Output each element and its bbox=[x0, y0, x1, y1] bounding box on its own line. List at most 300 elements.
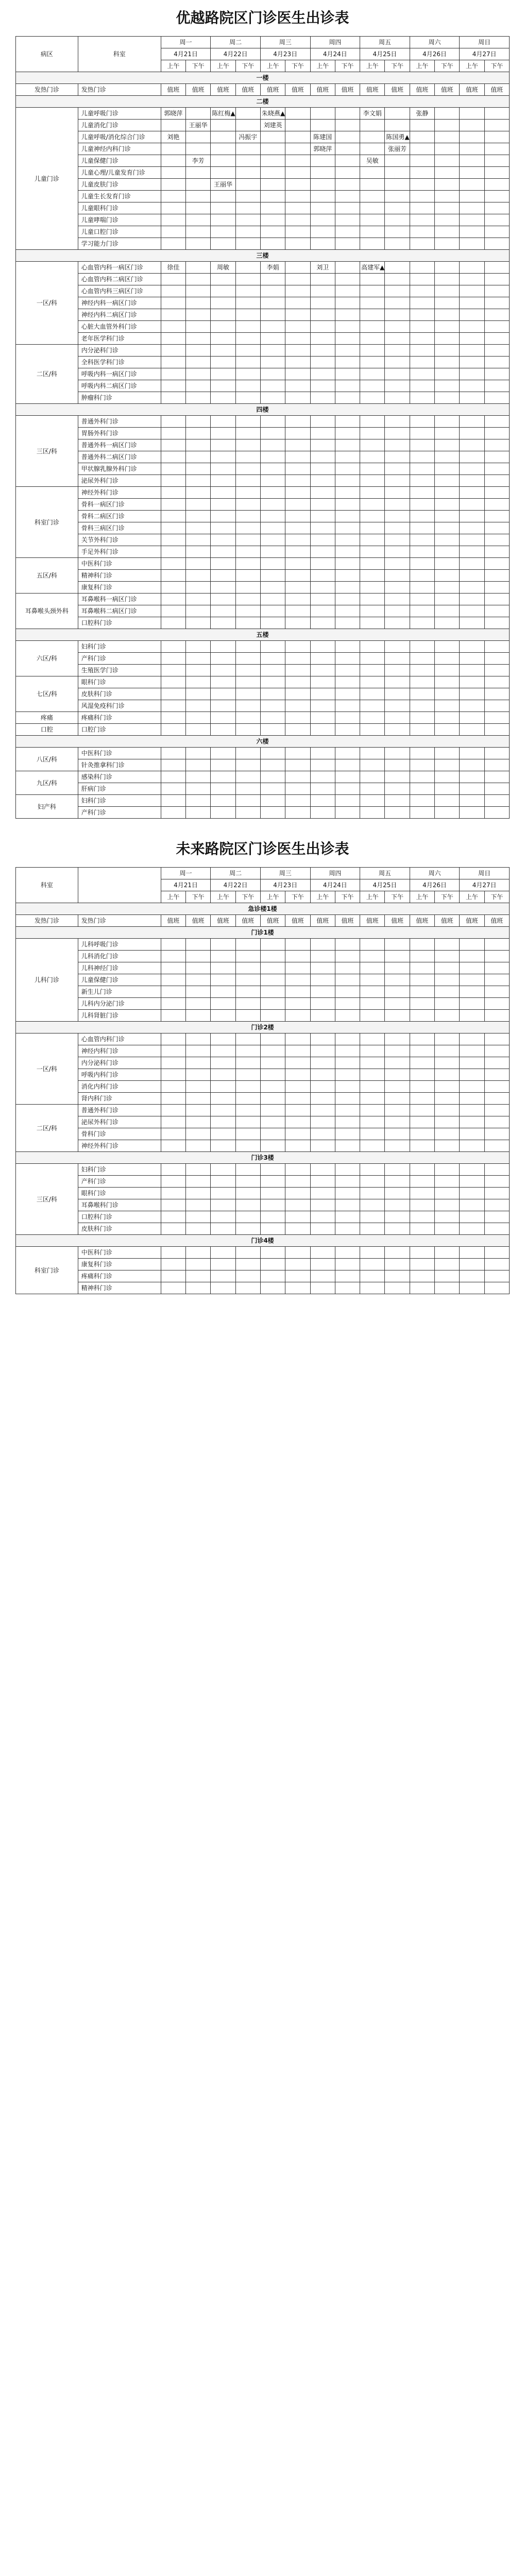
doctor-cell bbox=[260, 594, 285, 605]
doctor-cell bbox=[186, 1033, 211, 1045]
table-row bbox=[16, 108, 510, 120]
doctor-cell bbox=[161, 653, 185, 665]
doctor-cell bbox=[310, 463, 335, 475]
doctor-cell bbox=[385, 167, 410, 179]
doctor-cell bbox=[211, 807, 235, 819]
doctor-cell bbox=[385, 724, 410, 736]
doctor-cell bbox=[360, 1116, 385, 1128]
doctor-cell bbox=[260, 1282, 285, 1294]
doctor-cell bbox=[235, 986, 260, 998]
dept-cell: 三区/科 bbox=[16, 416, 78, 487]
doctor-cell bbox=[360, 1033, 385, 1045]
doctor-cell bbox=[186, 617, 211, 629]
doctor-cell bbox=[435, 807, 460, 819]
doctor-cell bbox=[335, 712, 360, 724]
doctor-cell bbox=[161, 1259, 185, 1270]
doctor-cell bbox=[435, 1164, 460, 1176]
doctor-cell bbox=[484, 499, 509, 511]
doctor-cell bbox=[186, 962, 211, 974]
doctor-cell bbox=[235, 238, 260, 250]
doctor-cell bbox=[310, 1211, 335, 1223]
doctor-cell bbox=[460, 262, 484, 274]
doctor-cell bbox=[186, 416, 211, 428]
doctor-cell bbox=[235, 688, 260, 700]
doctor-cell bbox=[285, 416, 310, 428]
doctor-cell bbox=[285, 226, 310, 238]
doctor-cell bbox=[484, 392, 509, 404]
doctor-cell bbox=[410, 1282, 434, 1294]
doctor-cell bbox=[186, 688, 211, 700]
doctor-cell bbox=[360, 939, 385, 951]
table-row bbox=[16, 1199, 510, 1211]
doctor-cell bbox=[385, 416, 410, 428]
doctor-cell bbox=[385, 155, 410, 167]
doctor-cell bbox=[484, 771, 509, 783]
doctor-cell bbox=[360, 191, 385, 202]
doctor-cell bbox=[161, 309, 185, 321]
doctor-cell bbox=[211, 605, 235, 617]
doctor-cell bbox=[435, 214, 460, 226]
doctor-cell bbox=[186, 783, 211, 795]
doctor-cell bbox=[211, 274, 235, 285]
doctor-cell bbox=[460, 1270, 484, 1282]
doctor-cell bbox=[235, 783, 260, 795]
doctor-cell bbox=[484, 1164, 509, 1176]
doctor-cell bbox=[260, 155, 285, 167]
doctor-cell bbox=[360, 1247, 385, 1259]
doctor-cell bbox=[385, 238, 410, 250]
doctor-cell bbox=[460, 570, 484, 582]
doctor-cell bbox=[460, 1211, 484, 1223]
doctor-cell bbox=[310, 333, 335, 345]
doctor-cell bbox=[484, 297, 509, 309]
doctor-cell bbox=[335, 1270, 360, 1282]
doctor-cell bbox=[484, 1176, 509, 1188]
clinic-cell: 妇科门诊 bbox=[78, 1164, 161, 1176]
clinic-cell: 发热门诊 bbox=[78, 84, 161, 96]
doctor-cell bbox=[211, 676, 235, 688]
doctor-cell bbox=[360, 594, 385, 605]
doctor-cell bbox=[460, 238, 484, 250]
doctor-cell bbox=[235, 712, 260, 724]
doctor-cell bbox=[211, 665, 235, 676]
doctor-cell bbox=[360, 309, 385, 321]
doctor-cell bbox=[235, 262, 260, 274]
doctor-cell bbox=[360, 665, 385, 676]
doctor-cell bbox=[310, 534, 335, 546]
doctor-cell bbox=[435, 499, 460, 511]
doctor-cell bbox=[460, 345, 484, 357]
doctor-cell bbox=[260, 1259, 285, 1270]
doctor-cell bbox=[260, 795, 285, 807]
doctor-cell bbox=[460, 546, 484, 558]
section-label: 四楼 bbox=[16, 404, 510, 416]
doctor-cell bbox=[484, 617, 509, 629]
doctor-cell bbox=[435, 451, 460, 463]
doctor-cell: 陈建国 bbox=[310, 131, 335, 143]
table-row bbox=[16, 700, 510, 712]
doctor-cell bbox=[360, 238, 385, 250]
doctor-cell bbox=[235, 179, 260, 191]
clinic-cell: 儿童呼吸门诊 bbox=[78, 108, 161, 120]
table-row bbox=[16, 167, 510, 179]
doctor-cell bbox=[484, 511, 509, 522]
doctor-cell bbox=[484, 974, 509, 986]
clinic-cell: 骨科三病区门诊 bbox=[78, 522, 161, 534]
doctor-cell bbox=[360, 1259, 385, 1270]
header-slot: 上午 bbox=[410, 891, 434, 903]
doctor-cell bbox=[410, 475, 434, 487]
doctor-cell bbox=[260, 617, 285, 629]
doctor-cell bbox=[484, 120, 509, 131]
clinic-cell: 耳鼻喉科一病区门诊 bbox=[78, 594, 161, 605]
doctor-cell bbox=[410, 191, 434, 202]
clinic-cell: 新生儿门诊 bbox=[78, 986, 161, 998]
doctor-cell bbox=[235, 487, 260, 499]
doctor-cell bbox=[285, 155, 310, 167]
doctor-cell bbox=[310, 167, 335, 179]
doctor-cell bbox=[211, 416, 235, 428]
doctor-cell bbox=[335, 748, 360, 759]
doctor-cell: 值班 bbox=[211, 84, 235, 96]
doctor-cell bbox=[310, 1270, 335, 1282]
doctor-cell bbox=[335, 380, 360, 392]
doctor-cell bbox=[211, 1199, 235, 1211]
doctor-cell bbox=[186, 974, 211, 986]
doctor-cell bbox=[285, 202, 310, 214]
doctor-cell bbox=[360, 605, 385, 617]
table-row bbox=[16, 534, 510, 546]
header-slot: 下午 bbox=[435, 60, 460, 72]
doctor-cell bbox=[360, 1270, 385, 1282]
doctor-cell bbox=[335, 333, 360, 345]
doctor-cell bbox=[285, 108, 310, 120]
section-row bbox=[16, 629, 510, 641]
doctor-cell bbox=[435, 357, 460, 368]
doctor-cell bbox=[410, 1176, 434, 1188]
doctor-cell bbox=[360, 546, 385, 558]
doctor-cell bbox=[484, 1211, 509, 1223]
doctor-cell bbox=[484, 1116, 509, 1128]
clinic-cell: 口腔门诊 bbox=[78, 724, 161, 736]
doctor-cell bbox=[435, 1188, 460, 1199]
doctor-cell bbox=[186, 1188, 211, 1199]
doctor-cell bbox=[360, 783, 385, 795]
doctor-cell bbox=[335, 1128, 360, 1140]
doctor-cell bbox=[260, 226, 285, 238]
doctor-cell bbox=[285, 1045, 310, 1057]
doctor-cell bbox=[211, 1128, 235, 1140]
doctor-cell bbox=[285, 274, 310, 285]
doctor-cell bbox=[484, 214, 509, 226]
table-row bbox=[16, 191, 510, 202]
doctor-cell bbox=[186, 179, 211, 191]
clinic-cell: 生殖医学门诊 bbox=[78, 665, 161, 676]
doctor-cell bbox=[211, 1045, 235, 1057]
doctor-cell bbox=[460, 1247, 484, 1259]
clinic-cell: 泌尿外科门诊 bbox=[78, 1116, 161, 1128]
doctor-cell bbox=[235, 214, 260, 226]
doctor-cell bbox=[211, 1282, 235, 1294]
doctor-cell bbox=[360, 451, 385, 463]
doctor-cell bbox=[385, 795, 410, 807]
doctor-cell bbox=[460, 771, 484, 783]
doctor-cell bbox=[161, 522, 185, 534]
doctor-cell bbox=[260, 1176, 285, 1188]
doctor-cell bbox=[335, 558, 360, 570]
doctor-cell bbox=[385, 712, 410, 724]
header-slot: 下午 bbox=[385, 891, 410, 903]
doctor-cell bbox=[335, 238, 360, 250]
table-row bbox=[16, 807, 510, 819]
doctor-cell bbox=[435, 1033, 460, 1045]
doctor-cell bbox=[460, 475, 484, 487]
dept-cell: 妇产科 bbox=[16, 795, 78, 819]
doctor-cell bbox=[186, 558, 211, 570]
table-row bbox=[16, 939, 510, 951]
doctor-cell bbox=[460, 380, 484, 392]
doctor-cell bbox=[161, 1128, 185, 1140]
clinic-cell: 内分泌科门诊 bbox=[78, 1057, 161, 1069]
doctor-cell bbox=[385, 546, 410, 558]
doctor-cell bbox=[211, 392, 235, 404]
doctor-cell bbox=[360, 558, 385, 570]
doctor-cell bbox=[310, 939, 335, 951]
doctor-cell bbox=[410, 309, 434, 321]
doctor-cell bbox=[260, 297, 285, 309]
doctor-cell bbox=[410, 522, 434, 534]
doctor-cell bbox=[460, 285, 484, 297]
doctor-cell bbox=[360, 179, 385, 191]
doctor-cell: 值班 bbox=[484, 915, 509, 927]
doctor-cell bbox=[484, 688, 509, 700]
doctor-cell bbox=[385, 641, 410, 653]
doctor-cell bbox=[460, 665, 484, 676]
doctor-cell bbox=[460, 1176, 484, 1188]
doctor-cell bbox=[235, 1069, 260, 1081]
clinic-cell: 肿瘤科门诊 bbox=[78, 392, 161, 404]
doctor-cell bbox=[410, 582, 434, 594]
doctor-cell bbox=[260, 676, 285, 688]
doctor-cell bbox=[235, 274, 260, 285]
doctor-cell bbox=[484, 748, 509, 759]
doctor-cell bbox=[360, 511, 385, 522]
doctor-cell bbox=[161, 285, 185, 297]
doctor-cell: 值班 bbox=[435, 84, 460, 96]
doctor-cell bbox=[285, 807, 310, 819]
doctor-cell bbox=[285, 783, 310, 795]
doctor-cell bbox=[435, 487, 460, 499]
doctor-cell bbox=[211, 345, 235, 357]
doctor-cell bbox=[285, 297, 310, 309]
dept-cell: 六区/科 bbox=[16, 641, 78, 676]
header-day: 周六 bbox=[410, 37, 460, 48]
doctor-cell bbox=[211, 641, 235, 653]
doctor-cell bbox=[460, 131, 484, 143]
doctor-cell bbox=[335, 688, 360, 700]
doctor-cell bbox=[285, 1270, 310, 1282]
doctor-cell bbox=[211, 499, 235, 511]
table-row bbox=[16, 1081, 510, 1093]
doctor-cell bbox=[484, 487, 509, 499]
doctor-cell bbox=[335, 1069, 360, 1081]
doctor-cell bbox=[460, 582, 484, 594]
doctor-cell bbox=[260, 357, 285, 368]
doctor-cell bbox=[385, 939, 410, 951]
doctor-cell bbox=[235, 1270, 260, 1282]
doctor-cell bbox=[260, 962, 285, 974]
table-row bbox=[16, 1176, 510, 1188]
clinic-cell: 皮肤科门诊 bbox=[78, 1223, 161, 1235]
doctor-cell bbox=[260, 511, 285, 522]
doctor-cell bbox=[484, 558, 509, 570]
doctor-cell bbox=[285, 439, 310, 451]
doctor-cell bbox=[484, 1093, 509, 1105]
doctor-cell bbox=[211, 439, 235, 451]
doctor-cell bbox=[435, 1116, 460, 1128]
doctor-cell bbox=[186, 534, 211, 546]
table-row bbox=[16, 238, 510, 250]
doctor-cell bbox=[385, 1033, 410, 1045]
doctor-cell bbox=[410, 368, 434, 380]
doctor-cell bbox=[460, 1081, 484, 1093]
doctor-cell bbox=[235, 451, 260, 463]
doctor-cell bbox=[285, 998, 310, 1010]
doctor-cell bbox=[186, 1140, 211, 1152]
doctor-cell bbox=[186, 1010, 211, 1022]
doctor-cell bbox=[260, 368, 285, 380]
doctor-cell bbox=[435, 558, 460, 570]
doctor-cell bbox=[235, 155, 260, 167]
doctor-cell bbox=[435, 653, 460, 665]
doctor-cell bbox=[161, 1033, 185, 1045]
doctor-cell bbox=[435, 1270, 460, 1282]
doctor-cell: 值班 bbox=[385, 915, 410, 927]
doctor-cell bbox=[260, 582, 285, 594]
doctor-cell bbox=[385, 499, 410, 511]
doctor-cell bbox=[310, 475, 335, 487]
doctor-cell bbox=[360, 1069, 385, 1081]
doctor-cell bbox=[335, 214, 360, 226]
doctor-cell bbox=[310, 368, 335, 380]
doctor-cell bbox=[484, 1199, 509, 1211]
clinic-cell: 产科门诊 bbox=[78, 807, 161, 819]
dept-cell: 口腔 bbox=[16, 724, 78, 736]
doctor-cell bbox=[385, 653, 410, 665]
doctor-cell bbox=[260, 499, 285, 511]
table-row bbox=[16, 795, 510, 807]
doctor-cell bbox=[410, 179, 434, 191]
doctor-cell bbox=[335, 534, 360, 546]
clinic-cell: 精神科门诊 bbox=[78, 570, 161, 582]
section-label: 六楼 bbox=[16, 736, 510, 748]
doctor-cell bbox=[211, 1069, 235, 1081]
doctor-cell bbox=[335, 1223, 360, 1235]
doctor-cell bbox=[235, 1128, 260, 1140]
doctor-cell bbox=[161, 795, 185, 807]
clinic-cell: 儿童保健门诊 bbox=[78, 974, 161, 986]
doctor-cell bbox=[335, 108, 360, 120]
doctor-cell bbox=[460, 511, 484, 522]
doctor-cell bbox=[435, 321, 460, 333]
doctor-cell bbox=[285, 475, 310, 487]
header-slot: 下午 bbox=[484, 891, 509, 903]
doctor-cell bbox=[360, 345, 385, 357]
doctor-cell bbox=[260, 1105, 285, 1116]
doctor-cell bbox=[211, 226, 235, 238]
doctor-cell: 郭晓萍 bbox=[310, 143, 335, 155]
doctor-cell bbox=[385, 380, 410, 392]
doctor-cell bbox=[360, 428, 385, 439]
header-slot: 下午 bbox=[235, 891, 260, 903]
doctor-cell bbox=[335, 700, 360, 712]
doctor-cell bbox=[335, 771, 360, 783]
header-clinic: 科室 bbox=[78, 37, 161, 72]
doctor-cell bbox=[161, 688, 185, 700]
doctor-cell bbox=[484, 285, 509, 297]
doctor-cell bbox=[285, 1211, 310, 1223]
doctor-cell bbox=[360, 499, 385, 511]
header-slot: 上午 bbox=[460, 891, 484, 903]
doctor-cell bbox=[435, 951, 460, 962]
doctor-cell bbox=[310, 274, 335, 285]
doctor-cell bbox=[410, 939, 434, 951]
doctor-cell bbox=[211, 333, 235, 345]
doctor-cell bbox=[310, 202, 335, 214]
clinic-cell: 关节外科门诊 bbox=[78, 534, 161, 546]
doctor-cell bbox=[161, 167, 185, 179]
doctor-cell bbox=[460, 688, 484, 700]
doctor-cell bbox=[285, 345, 310, 357]
doctor-cell bbox=[235, 108, 260, 120]
doctor-cell bbox=[310, 783, 335, 795]
table-row bbox=[16, 641, 510, 653]
doctor-cell bbox=[260, 783, 285, 795]
doctor-cell bbox=[285, 1033, 310, 1045]
doctor-cell bbox=[285, 1164, 310, 1176]
doctor-cell bbox=[211, 534, 235, 546]
doctor-cell bbox=[484, 546, 509, 558]
campus1-schedule-table bbox=[15, 36, 510, 819]
doctor-cell bbox=[460, 534, 484, 546]
doctor-cell bbox=[410, 1045, 434, 1057]
section-row bbox=[16, 927, 510, 939]
doctor-cell bbox=[186, 511, 211, 522]
doctor-cell bbox=[335, 1247, 360, 1259]
header-day: 周五 bbox=[360, 868, 410, 879]
doctor-cell bbox=[335, 1199, 360, 1211]
dept-cell: 疼痛 bbox=[16, 712, 78, 724]
doctor-cell bbox=[285, 1259, 310, 1270]
doctor-cell bbox=[335, 120, 360, 131]
doctor-cell bbox=[360, 1176, 385, 1188]
doctor-cell bbox=[285, 771, 310, 783]
doctor-cell bbox=[235, 546, 260, 558]
clinic-cell: 儿童消化门诊 bbox=[78, 120, 161, 131]
doctor-cell bbox=[410, 1164, 434, 1176]
doctor-cell bbox=[385, 439, 410, 451]
doctor-cell bbox=[360, 582, 385, 594]
doctor-cell bbox=[360, 202, 385, 214]
doctor-cell bbox=[410, 428, 434, 439]
doctor-cell bbox=[360, 1140, 385, 1152]
doctor-cell bbox=[161, 143, 185, 155]
doctor-cell bbox=[385, 1081, 410, 1093]
clinic-cell: 心脏大血管外科门诊 bbox=[78, 321, 161, 333]
doctor-cell bbox=[484, 262, 509, 274]
doctor-cell bbox=[484, 333, 509, 345]
doctor-cell bbox=[484, 1282, 509, 1294]
